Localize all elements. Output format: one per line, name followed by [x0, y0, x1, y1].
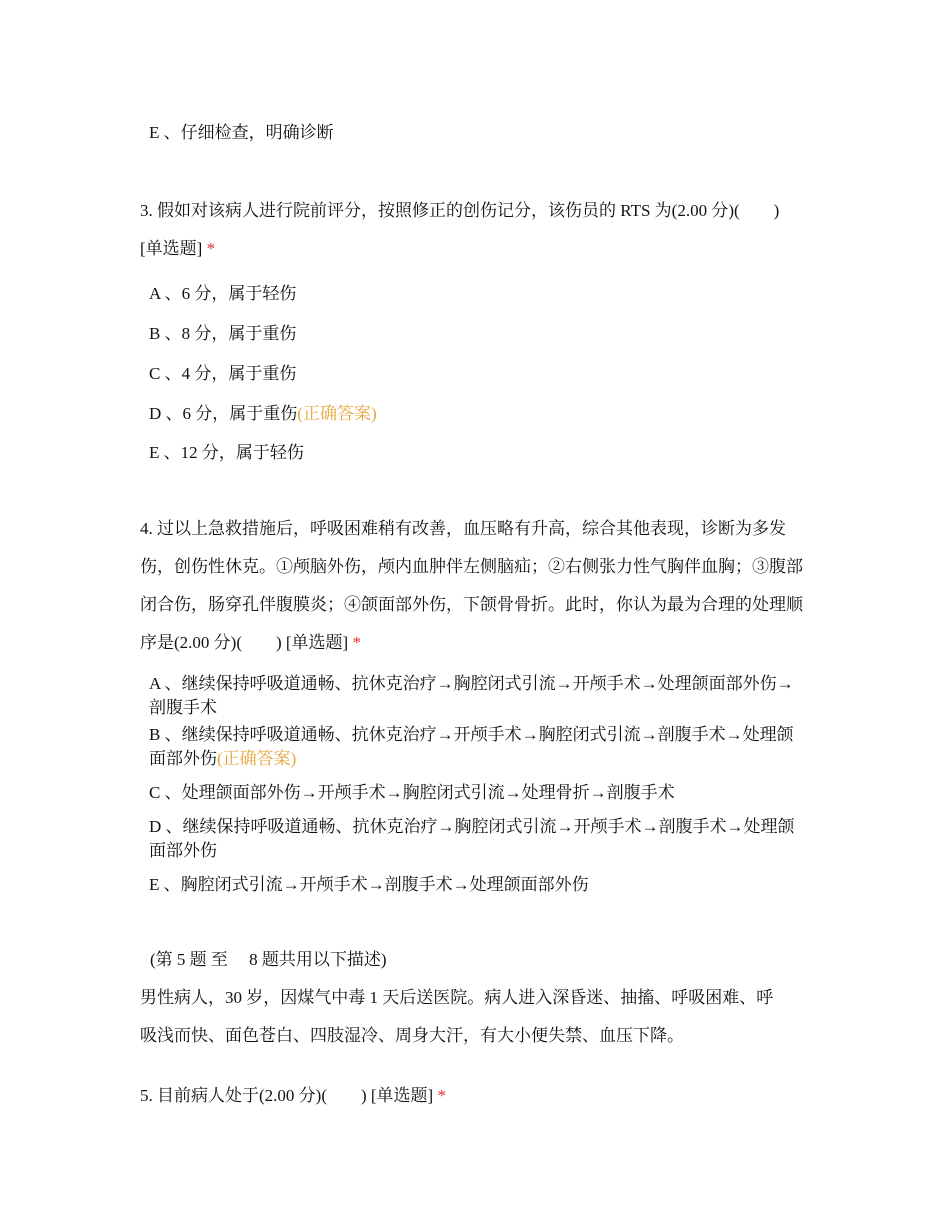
- option-text: E 、12 分，属于轻伤: [149, 443, 304, 462]
- question-5-stem: [140, 1077, 816, 1115]
- question-4-stem: [140, 510, 816, 662]
- correct-answer-label: (正确答案): [297, 404, 377, 423]
- question-text: 5. 目前病人处于(2.00 分)( ) [单选题]: [140, 1086, 434, 1105]
- option-text: C 、处理颌面部外伤→开颅手术→胸腔闭式引流→处理骨折→剖腹手术: [149, 783, 675, 802]
- q3-option-e[interactable]: [149, 441, 814, 465]
- q3-option-c[interactable]: [149, 362, 814, 386]
- q4-option-c[interactable]: [149, 781, 814, 805]
- required-mark: *: [206, 239, 216, 258]
- correct-answer-label: (正确答案): [217, 749, 297, 768]
- option-text: E 、胸腔闭式引流→开颅手术→剖腹手术→处理颌面部外伤: [149, 875, 589, 894]
- option-text: D 、6 分，属于重伤: [149, 404, 298, 423]
- question-3-stem: [140, 192, 806, 268]
- q4-option-d[interactable]: [149, 815, 809, 863]
- q4-option-b[interactable]: [149, 723, 809, 771]
- option-text: E 、仔细检查，明确诊断: [149, 123, 334, 142]
- q4-option-a[interactable]: [149, 672, 809, 720]
- question-text: 3. 假如对该病人进行院前评分，按照修正的创伤记分，该伤员的 RTS 为(2.00 分)( ) [单选题]: [140, 201, 780, 258]
- case-heading: (第 5 题 至 8 题共用以下描述): [150, 950, 387, 969]
- prev-option-e[interactable]: [149, 121, 814, 145]
- q3-option-d[interactable]: [149, 402, 814, 426]
- case-description: 男性病人，30 岁，因煤气中毒 1 天后送医院。病人进入深昏迷、抽搐、呼吸困难、呼吸浅而快、面色苍白、四肢湿冷、周身大汗，有大小便失禁、血压下降。: [140, 988, 774, 1045]
- required-mark: *: [437, 1086, 446, 1105]
- q3-option-b[interactable]: [149, 322, 814, 346]
- option-text: A 、6 分，属于轻伤: [149, 284, 297, 303]
- option-text: B 、继续保持呼吸道通畅、抗休克治疗→开颅手术→胸腔闭式引流→剖腹手术→处理颌面部外伤: [149, 725, 794, 768]
- option-text: B 、8 分，属于重伤: [149, 324, 297, 343]
- option-text: D 、继续保持呼吸道通畅、抗休克治疗→胸腔闭式引流→开颅手术→剖腹手术→处理颌面部外伤: [149, 817, 795, 860]
- q4-option-e[interactable]: [149, 873, 814, 897]
- q3-option-a[interactable]: [149, 282, 814, 306]
- required-mark: *: [352, 633, 361, 652]
- question-text: 4. 过以上急救措施后，呼吸困难稍有改善，血压略有升高，综合其他表现，诊断为多发伤，创伤性休克。①颅脑外伤，颅内血肿伴左侧脑疝；②右侧张力性气胸伴血胸；③腹部闭合伤，肠穿孔伴腹膜炎；④颌面部外伤，下颌骨骨折。此时，你认为最为合理的处理顺序是(2.00 分)( ) [单选题]: [140, 519, 803, 652]
- option-text: C 、4 分，属于重伤: [149, 364, 297, 383]
- option-text: A 、继续保持呼吸道通畅、抗休克治疗→胸腔闭式引流→开颅手术→处理颌面部外伤→剖腹手术: [149, 674, 794, 717]
